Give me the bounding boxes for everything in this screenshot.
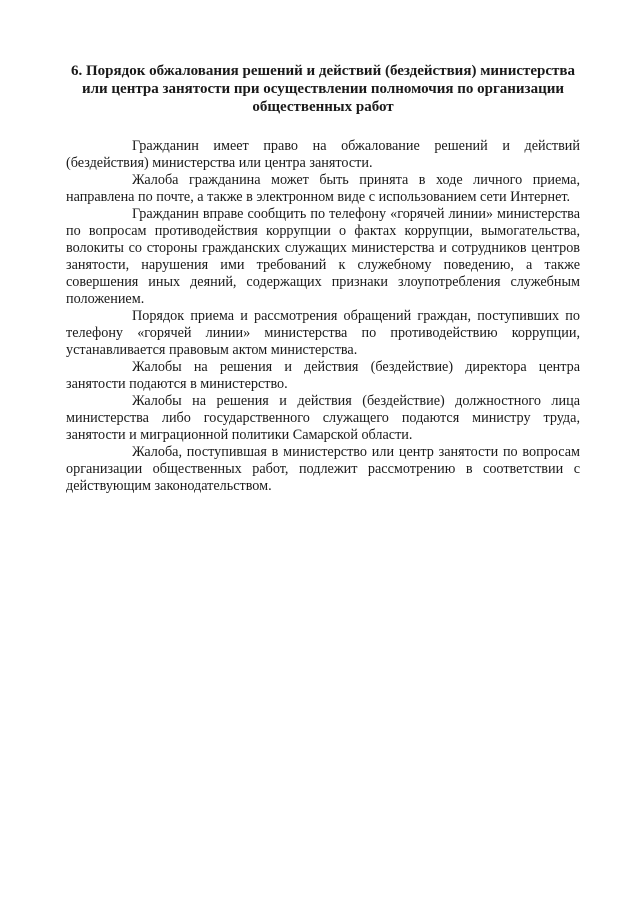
paragraph-complaint-review: Жалоба, поступившая в министерство или центр занятости по вопросам организации общественных работ, подлежит рассмотрению в соответствии с действующим законодательством. <box>66 444 580 494</box>
section-heading: 6. Порядок обжалования решений и действий (бездействия) министерства или центра занятости при осуществлении полномочия по организации общественных работ <box>70 63 575 115</box>
paragraph-right-to-appeal: Гражданин имеет право на обжалование решений и действий (бездействия) министерства или центра занятости. <box>66 138 580 171</box>
paragraph-hotline-procedure: Порядок приема и рассмотрения обращений граждан, поступивших по телефону «горячей линии» министерства по противодействию коррупции, устанавливается правовым актом министерства. <box>66 308 580 358</box>
paragraph-official-complaints: Жалобы на решения и действия (бездействие) должностного лица министерства либо государственного служащего подаются министру труда, занятости и миграционной политики Самарской области. <box>66 393 580 443</box>
paragraph-complaint-channels: Жалоба гражданина может быть принята в ходе личного приема, направлена по почте, а также в электронном виде с использованием сети Интернет. <box>66 172 580 205</box>
paragraph-hotline-report: Гражданин вправе сообщить по телефону «горячей линии» министерства по вопросам противодействия коррупции о фактах коррупции, вымогательства, волокиты со стороны гражданских служащих министерства и сотрудников центров занятости, нарушения ими требований к служебному поведению, а также совершения иных деяний, содержащих признаки злоупотребления служебным положением. <box>66 206 580 307</box>
section-body <box>66 138 580 495</box>
paragraph-director-complaints: Жалобы на решения и действия (бездействие) директора центра занятости подаются в министерство. <box>66 359 580 392</box>
